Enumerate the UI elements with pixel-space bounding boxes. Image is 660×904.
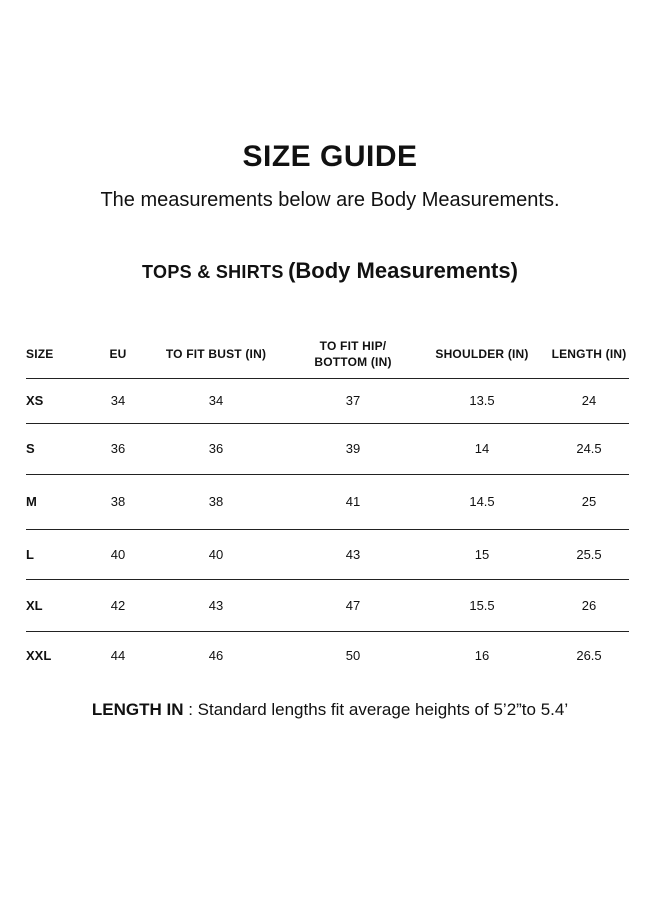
cell-shoulder: 14	[474, 441, 490, 456]
cell-length: 25.5	[576, 546, 602, 562]
cell-bust: 36	[208, 441, 224, 456]
length-note	[0, 700, 660, 720]
page-title: SIZE GUIDE	[242, 140, 418, 173]
cell-bust: 46	[208, 648, 224, 663]
header-hip: TO FIT HIP/ BOTTOM (IN)	[314, 339, 392, 369]
cell-bust: 43	[208, 597, 224, 613]
header-length: LENGTH (IN)	[551, 347, 627, 361]
cell-length: 24	[581, 393, 597, 408]
header-bust: TO FIT BUST (IN)	[165, 347, 267, 361]
table-row	[26, 379, 629, 424]
cell-eu: 44	[110, 648, 126, 663]
cell-hip: 43	[345, 546, 361, 562]
cell-length: 26	[581, 597, 597, 613]
cell-hip: 47	[345, 597, 361, 613]
section-heading-qualifier: (Body Measurements)	[288, 258, 518, 283]
cell-shoulder: 15.5	[469, 597, 495, 613]
header-shoulder: SHOULDER (IN)	[435, 347, 529, 361]
length-note-text: : Standard lengths fit average heights of 5’2”to 5.4’	[183, 700, 569, 719]
cell-size: XL	[26, 597, 43, 613]
cell-hip: 41	[345, 494, 361, 509]
header-eu: EU	[109, 347, 127, 361]
cell-length: 26.5	[576, 648, 602, 663]
section-heading	[0, 258, 660, 284]
cell-bust: 40	[208, 546, 224, 562]
section-heading-main: TOPS & SHIRTS	[142, 262, 284, 282]
cell-bust: 38	[208, 494, 224, 509]
cell-size: S	[26, 441, 35, 456]
table-row	[26, 580, 629, 632]
table-header-row	[26, 330, 629, 379]
cell-size: XXL	[26, 648, 52, 663]
cell-eu: 40	[110, 546, 126, 562]
cell-shoulder: 14.5	[469, 494, 495, 509]
cell-hip: 39	[345, 441, 361, 456]
table-row	[26, 632, 629, 680]
cell-shoulder: 15	[474, 546, 490, 562]
cell-bust: 34	[208, 393, 224, 408]
cell-length: 24.5	[576, 441, 602, 456]
cell-eu: 42	[110, 597, 126, 613]
table-row	[26, 424, 629, 475]
cell-length: 25	[581, 494, 597, 509]
cell-size: M	[26, 494, 37, 509]
cell-eu: 34	[110, 393, 126, 408]
cell-size: L	[26, 546, 34, 562]
size-table	[26, 330, 629, 680]
header-size: SIZE	[26, 347, 54, 361]
length-note-label: LENGTH IN	[91, 700, 184, 719]
cell-eu: 36	[110, 441, 126, 456]
cell-eu: 38	[110, 494, 126, 509]
cell-hip: 50	[345, 648, 361, 663]
cell-size: XS	[26, 393, 44, 408]
cell-hip: 37	[345, 393, 361, 408]
table-row	[26, 475, 629, 530]
page-subtitle: The measurements below are Body Measurements.	[100, 189, 560, 211]
cell-shoulder: 16	[474, 648, 490, 663]
cell-shoulder: 13.5	[469, 393, 495, 408]
table-row	[26, 530, 629, 580]
